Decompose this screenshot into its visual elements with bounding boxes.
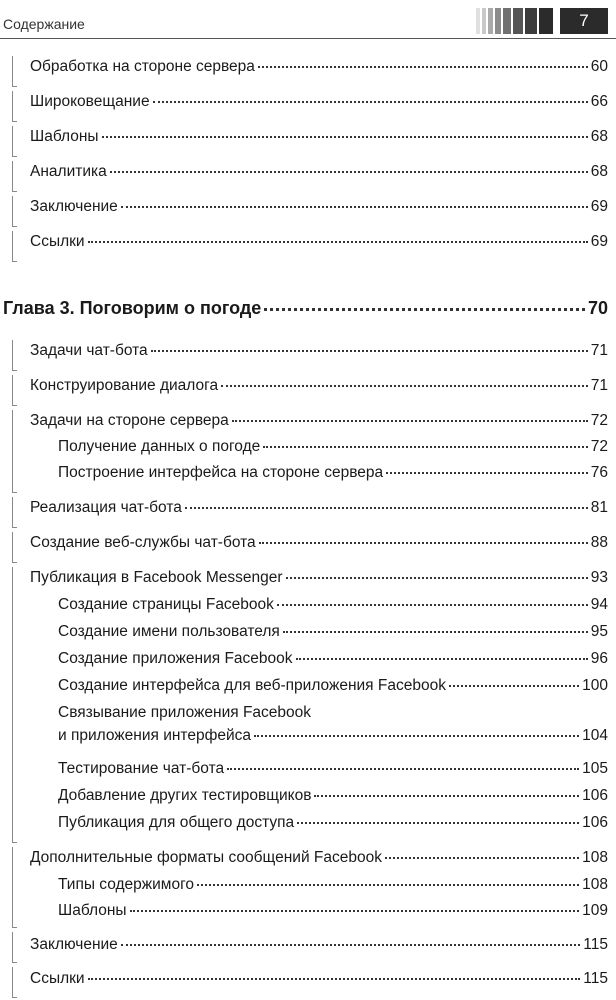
toc-entry[interactable] <box>30 499 608 517</box>
toc-entry-title: Создание имени пользователя <box>58 623 280 640</box>
dot-leader <box>286 577 588 579</box>
toc-entry[interactable] <box>30 163 608 181</box>
toc-entry-title: Заключение <box>30 198 118 215</box>
toc-subentry[interactable] <box>58 760 608 778</box>
dot-leader <box>121 944 580 946</box>
entry-bracket <box>12 231 17 262</box>
toc-entry-title: Публикация для общего доступа <box>58 814 295 831</box>
toc-entry-page: 115 <box>583 936 608 953</box>
dot-leader <box>386 472 588 474</box>
toc-subentry[interactable] <box>58 464 608 482</box>
toc-subentry[interactable] <box>58 787 608 805</box>
toc-entry-title: Дополнительные форматы сообщений Facebook <box>30 849 382 866</box>
toc-entry[interactable] <box>30 93 608 111</box>
dot-leader <box>277 604 588 606</box>
dot-leader <box>88 978 581 980</box>
toc-entry-title-line1: Связывание приложения Facebook <box>58 704 312 721</box>
toc-subentry[interactable] <box>58 623 608 641</box>
toc-entry[interactable] <box>30 936 608 954</box>
toc-entry-page: 88 <box>590 534 608 551</box>
toc-entry-page: 76 <box>590 464 608 481</box>
toc-subentry-multiline[interactable] <box>58 704 608 745</box>
toc-entry-title: Получение данных о погоде <box>58 438 261 455</box>
toc-entry-page: 108 <box>582 849 608 866</box>
toc-entry-title: Аналитика <box>30 163 107 180</box>
toc-entry-page: 95 <box>590 623 608 640</box>
dot-leader <box>314 795 579 797</box>
toc-entry-title: Задачи на стороне сервера <box>30 412 229 429</box>
dot-leader <box>88 241 588 243</box>
toc-entry-title: Заключение <box>30 936 118 953</box>
entry-bracket <box>12 161 17 192</box>
dot-leader <box>102 136 588 138</box>
toc-subentry[interactable] <box>58 438 608 456</box>
toc-entry-title: Обработка на стороне сервера <box>30 58 255 75</box>
toc-entry-title: Ссылки <box>30 970 85 987</box>
dot-leader <box>449 685 579 687</box>
toc-entry-title: Создание страницы Facebook <box>58 596 274 613</box>
toc-entry-title: Создание интерфейса для веб-приложения Facebook <box>58 677 446 694</box>
toc-subentry[interactable] <box>58 650 608 668</box>
dot-leader <box>254 735 579 737</box>
toc-entry[interactable] <box>30 412 608 430</box>
toc-entry-title: Создание веб-службы чат-бота <box>30 534 256 551</box>
entry-bracket <box>12 375 17 406</box>
entry-bracket <box>12 126 17 157</box>
toc-entry-page: 71 <box>590 342 608 359</box>
entry-bracket <box>12 932 17 963</box>
toc-entry-page: 72 <box>590 438 608 455</box>
toc-entry[interactable] <box>30 569 608 587</box>
toc-entry[interactable] <box>30 233 608 251</box>
toc-entry-page: 106 <box>582 814 608 831</box>
toc-entry-page: 100 <box>582 677 608 694</box>
toc-entry-title: Добавление других тестировщиков <box>58 787 312 804</box>
dot-leader <box>121 206 588 208</box>
toc-entry-page: 106 <box>582 787 608 804</box>
toc-entry-page: 71 <box>590 377 608 394</box>
chapter-title: Глава 3. Поговорим о погоде <box>3 298 262 318</box>
toc-entry-title: Ссылки <box>30 233 85 250</box>
toc-entry-page: 93 <box>590 569 608 586</box>
toc-entry[interactable] <box>30 377 608 395</box>
running-header-title: Содержание <box>3 16 85 32</box>
entry-bracket <box>12 196 17 227</box>
dot-leader <box>258 66 588 68</box>
dot-leader <box>259 542 588 544</box>
dot-leader <box>297 822 579 824</box>
dot-leader <box>227 768 579 770</box>
toc-entry-title: Создание приложения Facebook <box>58 650 293 667</box>
toc-entry-page: 109 <box>582 902 608 919</box>
toc-subentry[interactable] <box>58 677 608 695</box>
dot-leader <box>232 420 588 422</box>
entry-bracket <box>12 56 17 87</box>
dot-leader <box>264 308 585 311</box>
entry-bracket <box>12 497 17 528</box>
dot-leader <box>153 101 588 103</box>
dot-leader <box>385 857 579 859</box>
toc-entry-title: Шаблоны <box>30 128 99 145</box>
toc-entry-page: 66 <box>590 93 608 110</box>
dot-leader <box>185 507 588 509</box>
toc-entry[interactable] <box>30 198 608 216</box>
entry-bracket <box>12 967 17 998</box>
chapter-page: 70 <box>587 298 608 318</box>
dot-leader <box>296 658 588 660</box>
toc-entry[interactable] <box>30 970 608 988</box>
header-divider <box>0 38 616 39</box>
dot-leader <box>283 631 588 633</box>
toc-entry-page: 68 <box>590 128 608 145</box>
toc-subentry[interactable] <box>58 902 608 920</box>
entry-bracket <box>12 567 17 843</box>
dot-leader <box>197 884 579 886</box>
dot-leader <box>263 446 588 448</box>
toc-entry-title: Построение интерфейса на стороне сервера <box>58 464 384 481</box>
toc-entry-page: 108 <box>582 876 608 893</box>
toc-entry[interactable] <box>30 534 608 552</box>
toc-entry-title: Реализация чат-бота <box>30 499 182 516</box>
entry-bracket <box>12 410 17 493</box>
dot-leader <box>110 171 588 173</box>
entry-bracket <box>12 340 17 371</box>
dot-leader <box>221 385 588 387</box>
toc-entry-page: 94 <box>590 596 608 613</box>
toc-entry-page: 104 <box>582 727 608 744</box>
toc-entry-title: Типы содержимого <box>58 876 195 893</box>
header-stripes-decoration <box>476 8 553 34</box>
entry-bracket <box>12 532 17 563</box>
toc-entry[interactable] <box>30 342 608 360</box>
toc-entry-title-line2: и приложения интерфейса <box>58 727 251 744</box>
toc-entry-title: Шаблоны <box>58 902 127 919</box>
dot-leader <box>151 350 588 352</box>
toc-entry-title: Задачи чат-бота <box>30 342 148 359</box>
toc-entry-title: Широковещание <box>30 93 150 110</box>
dot-leader <box>130 910 580 912</box>
toc-subentry[interactable] <box>58 876 608 894</box>
toc-subentry[interactable] <box>58 814 608 832</box>
toc-entry-page: 115 <box>583 970 608 987</box>
toc-entry-title: Публикация в Facebook Messenger <box>30 569 283 586</box>
toc-entry-page: 69 <box>590 233 608 250</box>
entry-bracket <box>12 91 17 122</box>
toc-entry-page: 81 <box>590 499 608 516</box>
toc-entry-page: 60 <box>590 58 608 75</box>
toc-entry-page: 69 <box>590 198 608 215</box>
toc-entry[interactable] <box>30 128 608 146</box>
entry-bracket <box>12 847 17 928</box>
toc-entry-page: 68 <box>590 163 608 180</box>
page-header <box>0 0 616 44</box>
toc-entry[interactable] <box>30 849 608 867</box>
toc-entry[interactable] <box>30 58 608 76</box>
toc-subentry[interactable] <box>58 596 608 614</box>
toc-entry-page: 96 <box>590 650 608 667</box>
toc-entry-title: Тестирование чат-бота <box>58 760 225 777</box>
toc-entry-page: 105 <box>582 760 608 777</box>
toc-entry-page: 72 <box>590 412 608 429</box>
page-number: 7 <box>560 8 608 34</box>
toc-entry-title: Конструирование диалога <box>30 377 219 394</box>
chapter-heading[interactable] <box>3 298 608 319</box>
